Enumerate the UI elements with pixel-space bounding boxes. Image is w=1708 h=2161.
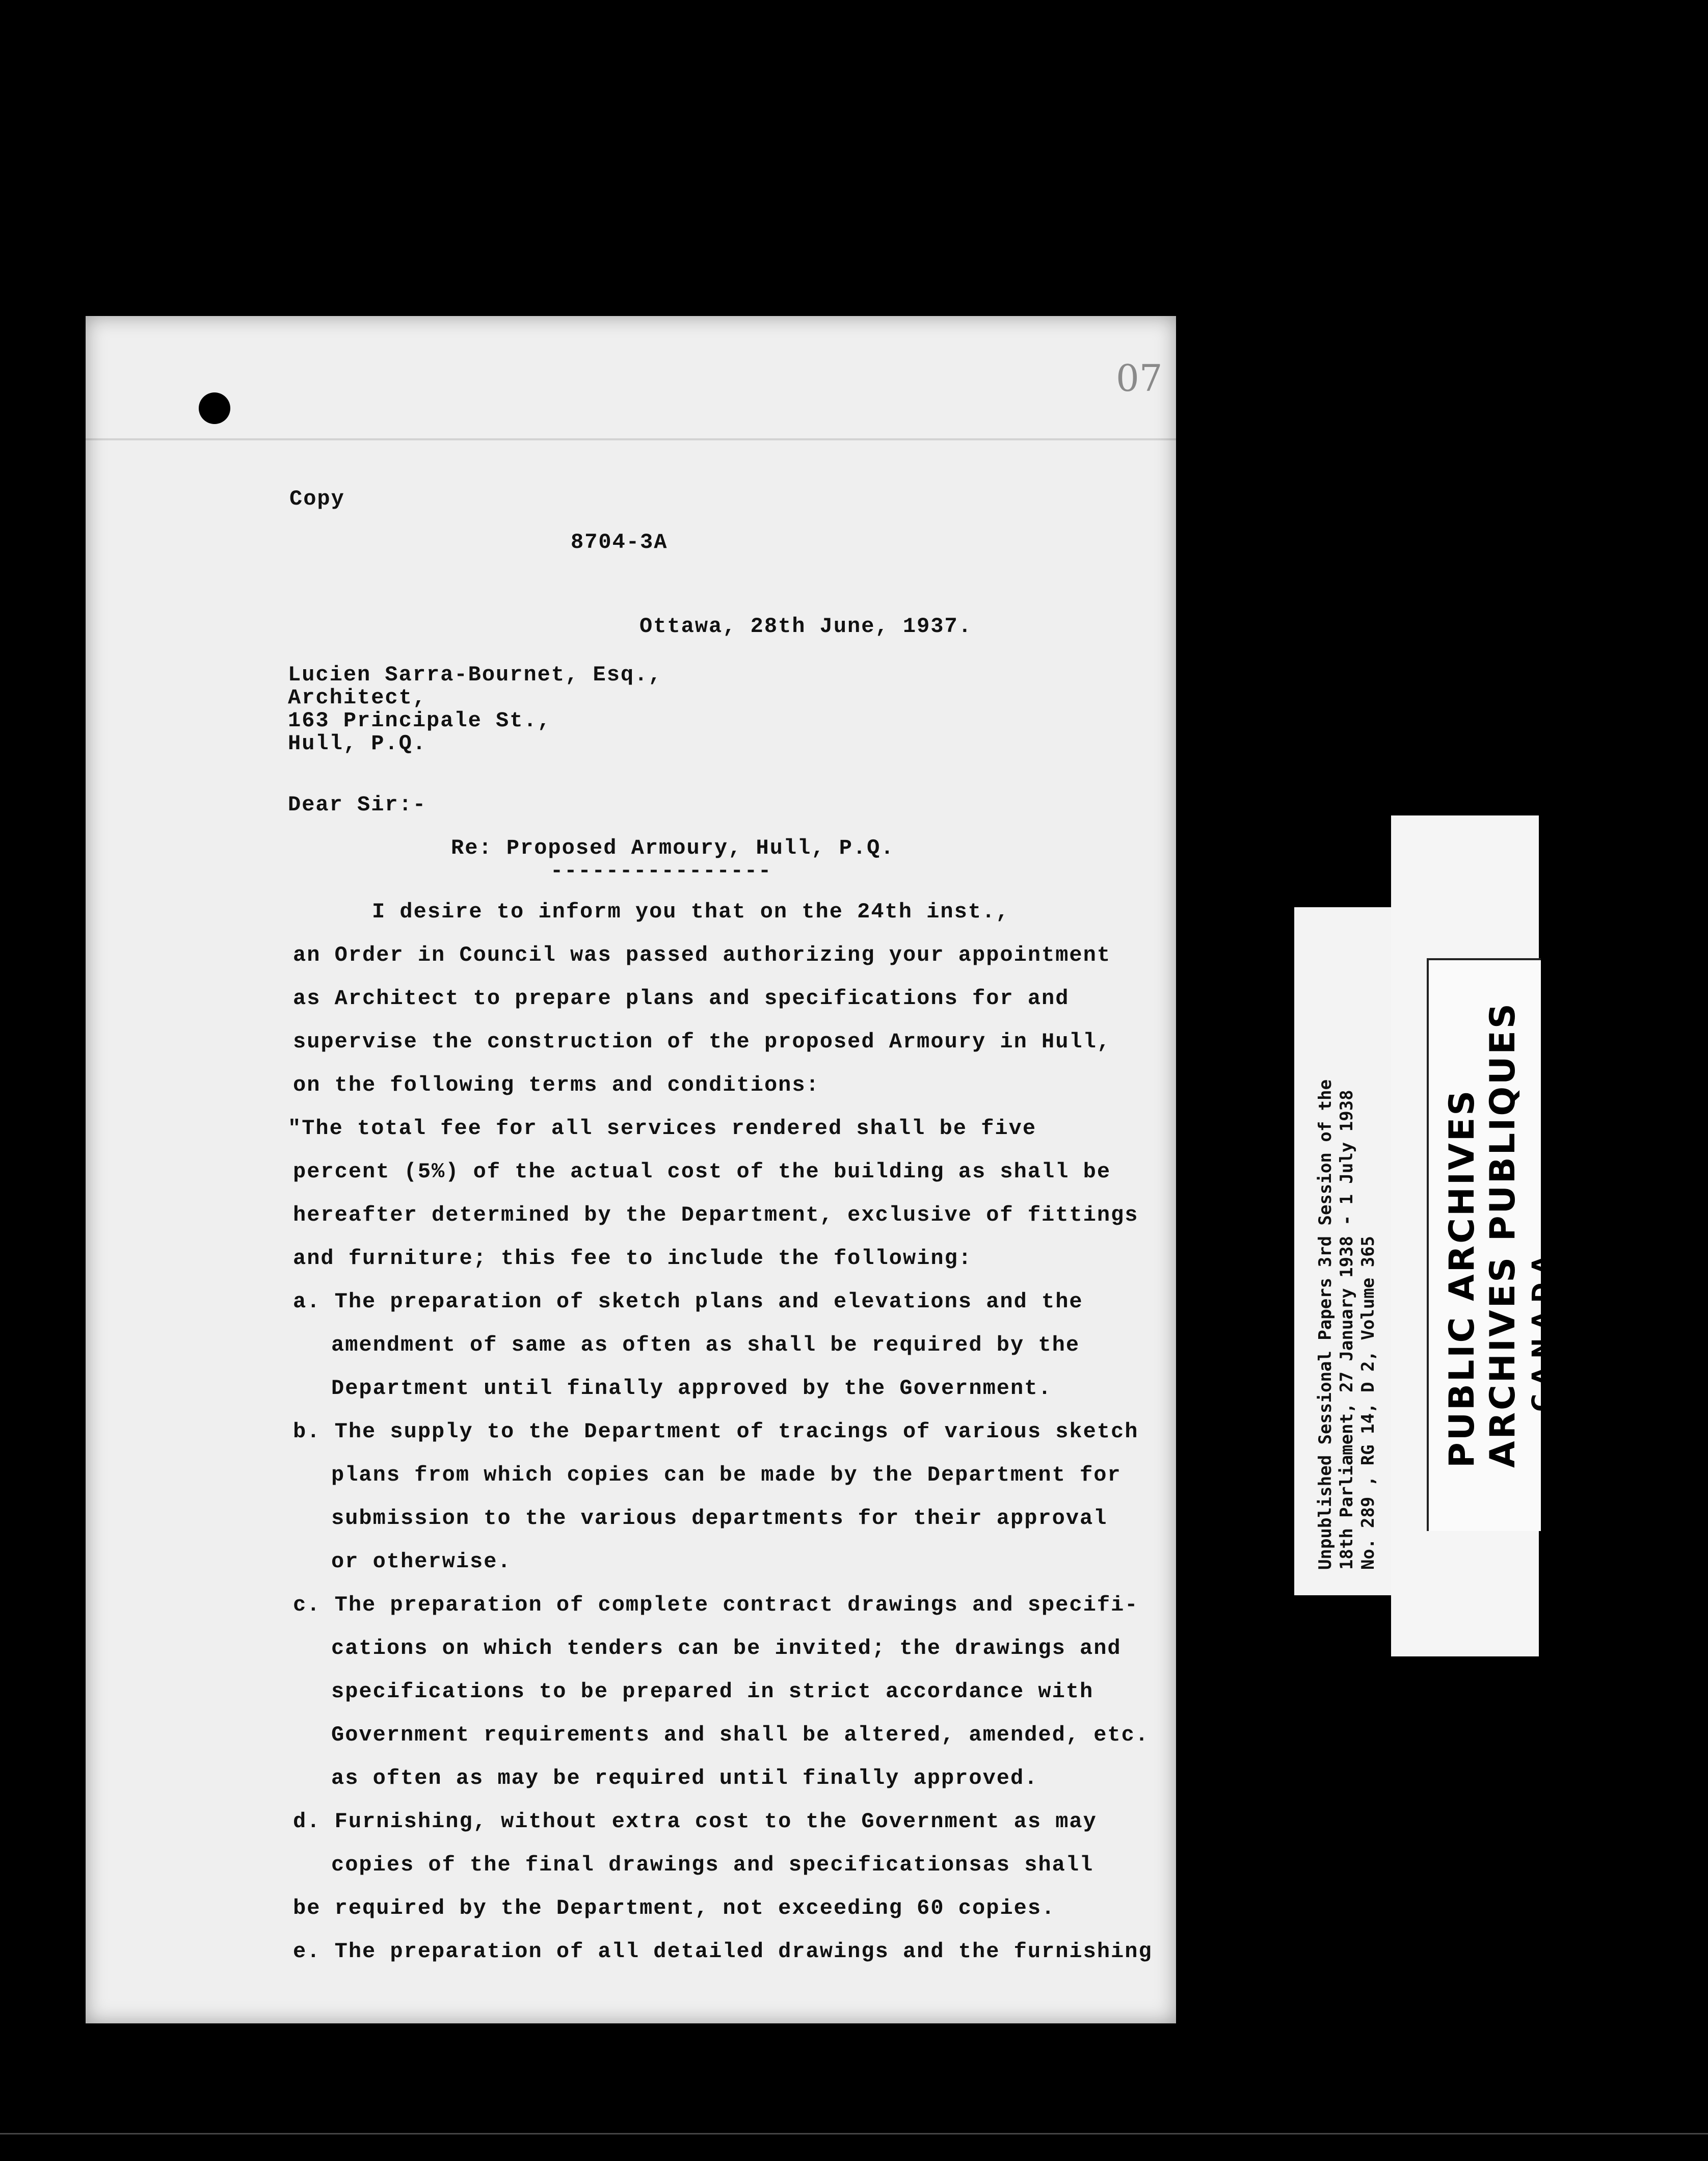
stamp-line: Unpublished Sessional Papers 3rd Session of the: [1315, 1079, 1336, 1570]
list-item-e: e. The preparation of all detailed drawings and the furnishing: [293, 1939, 1153, 1964]
copy-label: Copy: [289, 487, 345, 511]
page-number: 07: [1116, 357, 1163, 400]
body-line: hereafter determined by the Department, exclusive of fittings: [293, 1203, 1139, 1227]
address-line: Architect,: [288, 686, 427, 710]
date-line: Ottawa, 28th June, 1937.: [639, 614, 972, 639]
body-line: supervise the construction of the proposed Armoury in Hull,: [293, 1030, 1111, 1054]
list-item-c: c. The preparation of complete contract drawings and specifi-: [293, 1593, 1139, 1617]
archives-line-2: ARCHIVES PUBLIQUES: [1483, 1002, 1523, 1468]
body-line: be required by the Department, not exceeding 60 copies.: [293, 1896, 1056, 1920]
body-line: percent (5%) of the actual cost of the building as shall be: [293, 1159, 1111, 1184]
body-line: as often as may be required until finally approved.: [331, 1766, 1038, 1790]
body-line: as Architect to prepare plans and specifications for and: [293, 986, 1070, 1011]
body-line: I desire to inform you that on the 24th inst.,: [372, 900, 1010, 924]
address-line: Lucien Sarra-Bournet, Esq.,: [288, 663, 662, 687]
archives-line-1: PUBLIC ARCHIVES: [1442, 1088, 1482, 1468]
body-line: and furniture; this fee to include the following:: [293, 1246, 973, 1271]
stamp-line: No. 289 , RG 14, D 2, Volume 365: [1358, 1235, 1378, 1570]
body-line: amendment of same as often as shall be required by the: [331, 1333, 1080, 1357]
sessional-papers-stamp: [1315, 1079, 1379, 1570]
body-line: or otherwise.: [331, 1549, 512, 1574]
film-edge-line: [0, 2133, 1708, 2134]
salutation: Dear Sir:-: [288, 793, 427, 817]
list-item-d: d. Furnishing, without extra cost to the Government as may: [293, 1809, 1097, 1834]
body-line: Government requirements and shall be altered, amended, etc.: [331, 1723, 1150, 1747]
body-line: plans from which copies can be made by the Department for: [331, 1463, 1122, 1487]
subject-underline: ----------------: [550, 859, 772, 883]
body-line: submission to the various departments for their approval: [331, 1506, 1108, 1531]
body-line: on the following terms and conditions:: [293, 1073, 820, 1097]
address-line: Hull, P.Q.: [288, 731, 427, 756]
list-item-a: a. The preparation of sketch plans and elevations and the: [293, 1289, 1083, 1314]
body-line: cations on which tenders can be invited; the drawings and: [331, 1636, 1122, 1661]
body-line: an Order in Council was passed authorizing your appointment: [293, 943, 1111, 967]
address-line: 163 Principale St.,: [288, 708, 551, 733]
body-line: Department until finally approved by the Government.: [331, 1376, 1052, 1401]
stamp-line: 18th Parliament, 27 January 1938 - 1 July 1938: [1337, 1090, 1357, 1570]
subject-line: Re: Proposed Armoury, Hull, P.Q.: [451, 836, 895, 860]
body-line: copies of the final drawings and specificationsas shall: [331, 1853, 1094, 1877]
body-line: specifications to be prepared in strict accordance with: [331, 1679, 1094, 1704]
punch-hole: [199, 392, 230, 424]
body-line: "The total fee for all services rendered shall be five: [288, 1116, 1037, 1141]
public-archives-logo: [1442, 1002, 1559, 1468]
list-item-b: b. The supply to the Department of tracings of various sketch: [293, 1419, 1139, 1444]
archives-line-3: CANADA: [1527, 1247, 1556, 1412]
file-number: 8704-3A: [571, 530, 668, 555]
